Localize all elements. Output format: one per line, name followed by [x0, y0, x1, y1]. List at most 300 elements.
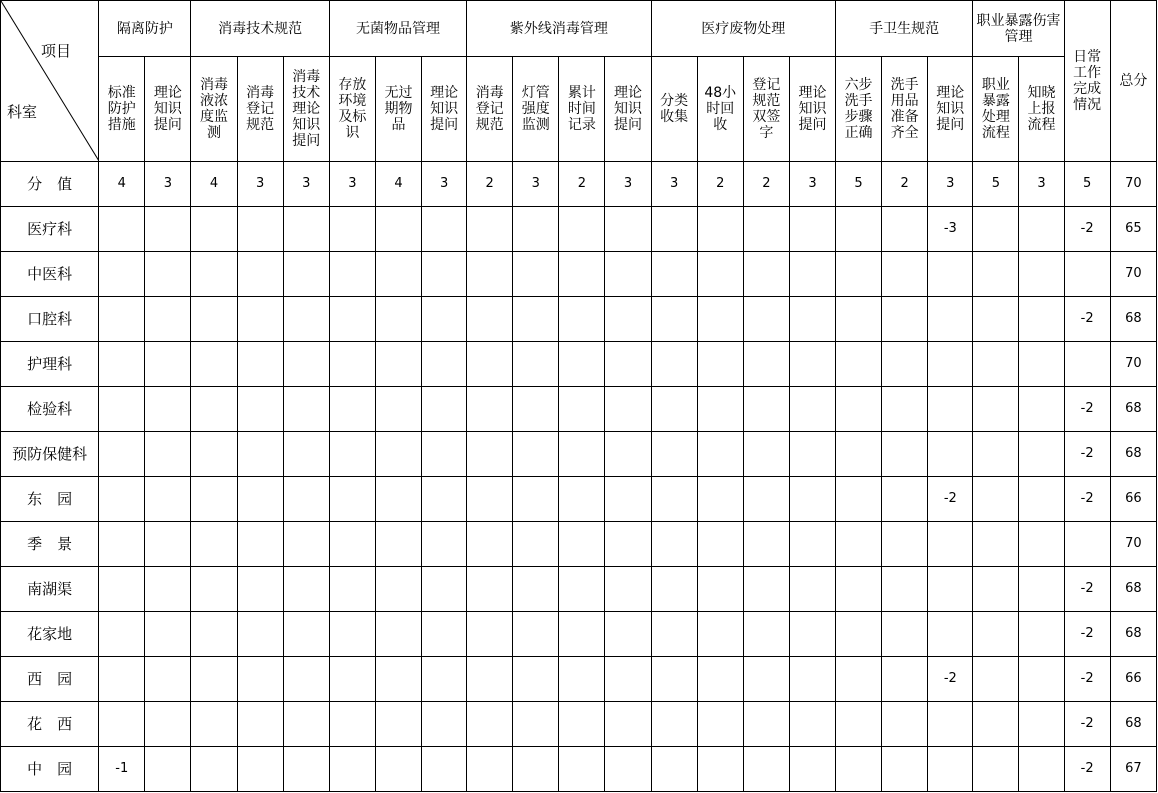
item-label: 项目: [41, 42, 72, 60]
score-cell: [467, 432, 513, 477]
score-cell: [237, 567, 283, 612]
subheader: 理论知识提问: [145, 57, 191, 162]
score-cell: [237, 387, 283, 432]
score-cell: [697, 387, 743, 432]
score-cell: [651, 612, 697, 657]
score-cell: 5: [973, 162, 1019, 207]
score-cell: [283, 522, 329, 567]
score-cell: 2: [697, 162, 743, 207]
score-cell: [191, 522, 237, 567]
score-cell: 68: [1110, 612, 1156, 657]
score-cell: [651, 432, 697, 477]
score-cell: [836, 252, 882, 297]
score-cell: -2: [928, 477, 973, 522]
diagonal-line: [1, 1, 99, 161]
score-cell: [697, 567, 743, 612]
score-cell: [237, 612, 283, 657]
score-cell: [422, 477, 467, 522]
score-cell: [605, 432, 651, 477]
score-cell: [422, 342, 467, 387]
daily-work-header: 日常工作完成情况: [1064, 1, 1110, 162]
score-cell: [651, 252, 697, 297]
score-cell: [329, 522, 375, 567]
score-cell: [605, 387, 651, 432]
score-cell: [743, 477, 789, 522]
score-cell: [99, 342, 145, 387]
score-cell: [789, 657, 835, 702]
score-cell: [99, 567, 145, 612]
score-cell: [789, 342, 835, 387]
score-cell: [743, 387, 789, 432]
score-cell: [422, 207, 467, 252]
subheader: 分类收集: [651, 57, 697, 162]
score-cell: [605, 567, 651, 612]
score-cell: 3: [928, 162, 973, 207]
score-cell: -2: [1064, 702, 1110, 747]
score-cell: -2: [1064, 612, 1110, 657]
score-cell: [697, 477, 743, 522]
score-cell: [882, 612, 928, 657]
score-cell: [743, 567, 789, 612]
score-cell: [237, 522, 283, 567]
score-cell: [237, 342, 283, 387]
score-cell: 68: [1110, 567, 1156, 612]
score-cell: [743, 657, 789, 702]
score-cell: [697, 432, 743, 477]
dept-label: 科室: [7, 103, 38, 121]
score-cell: [467, 297, 513, 342]
score-cell: 68: [1110, 432, 1156, 477]
score-cell: [1019, 297, 1064, 342]
score-cell: [789, 387, 835, 432]
score-cell: [559, 342, 605, 387]
score-cell: [283, 387, 329, 432]
dept-name: 检验科: [1, 387, 99, 432]
score-cell: [651, 387, 697, 432]
score-cell: [651, 657, 697, 702]
score-cell: [329, 387, 375, 432]
score-cell: [422, 522, 467, 567]
group-header: 医疗废物处理: [651, 1, 835, 57]
score-cell: [237, 297, 283, 342]
score-cell: -2: [1064, 657, 1110, 702]
score-cell: 3: [283, 162, 329, 207]
score-cell: [237, 657, 283, 702]
score-cell: [375, 342, 421, 387]
score-cell: [928, 747, 973, 792]
score-cell: [928, 612, 973, 657]
score-cell: -2: [1064, 477, 1110, 522]
score-cell: 67: [1110, 747, 1156, 792]
score-cell: [836, 342, 882, 387]
score-cell: [697, 702, 743, 747]
score-cell: [99, 477, 145, 522]
score-cell: [191, 612, 237, 657]
score-cell: 4: [375, 162, 421, 207]
subheader: 洗手用品准备齐全: [882, 57, 928, 162]
score-cell: [1019, 612, 1064, 657]
score-cell: [789, 747, 835, 792]
score-cell: 4: [99, 162, 145, 207]
score-cell: [513, 207, 559, 252]
score-cell: [513, 702, 559, 747]
score-cell: [513, 387, 559, 432]
score-cell: 5: [836, 162, 882, 207]
score-cell: [836, 387, 882, 432]
score-cell: [882, 657, 928, 702]
score-cell: [697, 612, 743, 657]
score-cell: [928, 522, 973, 567]
score-cell: 2: [467, 162, 513, 207]
score-cell: [559, 477, 605, 522]
score-cell: 70: [1110, 162, 1156, 207]
score-cell: [191, 657, 237, 702]
dept-name: 西 园: [1, 657, 99, 702]
score-cell: 68: [1110, 702, 1156, 747]
score-cell: [375, 252, 421, 297]
score-cell: [467, 252, 513, 297]
score-cell: [697, 297, 743, 342]
table-row: [1, 702, 1157, 747]
subheader: 标准防护措施: [99, 57, 145, 162]
score-cell: [283, 207, 329, 252]
score-cell: [882, 567, 928, 612]
score-cell: [836, 567, 882, 612]
score-cell: [99, 207, 145, 252]
score-cell: 2: [559, 162, 605, 207]
score-cell: [283, 477, 329, 522]
score-cell: [422, 612, 467, 657]
score-cell: [605, 207, 651, 252]
score-cell: [697, 522, 743, 567]
score-cell: [559, 567, 605, 612]
score-cell: [743, 207, 789, 252]
score-cell: 70: [1110, 522, 1156, 567]
score-cell: [467, 477, 513, 522]
score-cell: [605, 477, 651, 522]
score-cell: [882, 297, 928, 342]
score-cell: [329, 342, 375, 387]
score-cell: 3: [651, 162, 697, 207]
dept-name: 口腔科: [1, 297, 99, 342]
table-row: [1, 567, 1157, 612]
score-cell: [559, 702, 605, 747]
score-cell: [467, 702, 513, 747]
score-cell: [559, 252, 605, 297]
score-cell: [743, 297, 789, 342]
score-cell: [1019, 522, 1064, 567]
score-cell: [743, 702, 789, 747]
score-cell: [789, 522, 835, 567]
score-cell: [697, 342, 743, 387]
score-cell: [99, 387, 145, 432]
table-row: [1, 477, 1157, 522]
score-row-label: 分 值: [1, 162, 99, 207]
subheader: 消毒登记规范: [237, 57, 283, 162]
score-cell: [651, 522, 697, 567]
score-cell: [973, 432, 1019, 477]
score-cell: [559, 432, 605, 477]
score-cell: [973, 387, 1019, 432]
score-cell: [928, 342, 973, 387]
score-cell: [605, 747, 651, 792]
score-cell: [329, 657, 375, 702]
score-cell: [1019, 342, 1064, 387]
score-cell: [789, 297, 835, 342]
score-cell: [1064, 252, 1110, 297]
group-header: 紫外线消毒管理: [467, 1, 651, 57]
score-cell: 4: [191, 162, 237, 207]
score-cell: [99, 252, 145, 297]
score-cell: [1019, 747, 1064, 792]
score-cell: [99, 612, 145, 657]
score-cell: [375, 612, 421, 657]
dept-name: 预防保健科: [1, 432, 99, 477]
score-cell: [191, 207, 237, 252]
subheader: 知晓上报流程: [1019, 57, 1064, 162]
score-cell: 66: [1110, 657, 1156, 702]
score-cell: [145, 612, 191, 657]
score-cell: 65: [1110, 207, 1156, 252]
score-cell: [743, 747, 789, 792]
score-cell: [559, 387, 605, 432]
score-cell: [789, 252, 835, 297]
score-cell: [1064, 522, 1110, 567]
score-cell: [1019, 657, 1064, 702]
score-cell: 3: [145, 162, 191, 207]
score-cell: [145, 387, 191, 432]
table-row: [1, 342, 1157, 387]
group-header: 隔离防护: [99, 1, 191, 57]
score-cell: [375, 207, 421, 252]
score-cell: -2: [1064, 432, 1110, 477]
score-cell: [882, 387, 928, 432]
score-cell: [191, 702, 237, 747]
score-cell: [882, 342, 928, 387]
score-cell: [882, 477, 928, 522]
score-cell: [1019, 252, 1064, 297]
subheader: 理论知识提问: [422, 57, 467, 162]
score-cell: [559, 612, 605, 657]
dept-name: 花 西: [1, 702, 99, 747]
score-cell: [191, 432, 237, 477]
score-cell: [467, 612, 513, 657]
subheader: 理论知识提问: [605, 57, 651, 162]
score-cell: [743, 342, 789, 387]
score-cell: [513, 342, 559, 387]
score-cell: [329, 297, 375, 342]
score-cell: [145, 657, 191, 702]
score-cell: [283, 747, 329, 792]
score-cell: -2: [1064, 747, 1110, 792]
group-header: 消毒技术规范: [191, 1, 329, 57]
score-cell: [422, 387, 467, 432]
score-cell: [836, 702, 882, 747]
subheader: 职业暴露处理流程: [973, 57, 1019, 162]
score-cell: [99, 432, 145, 477]
score-cell: [789, 432, 835, 477]
score-cell: [422, 747, 467, 792]
score-cell: [882, 252, 928, 297]
score-cell: [697, 207, 743, 252]
score-cell: [329, 747, 375, 792]
dept-name: 南湖渠: [1, 567, 99, 612]
score-cell: [882, 747, 928, 792]
score-cell: 3: [789, 162, 835, 207]
score-cell: [605, 657, 651, 702]
score-cell: [513, 612, 559, 657]
score-cell: [329, 207, 375, 252]
score-cell: [329, 612, 375, 657]
score-cell: [237, 207, 283, 252]
score-cell: -2: [1064, 207, 1110, 252]
score-cell: [928, 297, 973, 342]
score-cell: [973, 567, 1019, 612]
score-cell: [789, 477, 835, 522]
score-cell: -2: [928, 657, 973, 702]
group-header: 职业暴露伤害管理: [973, 1, 1064, 57]
score-cell: [697, 657, 743, 702]
score-cell: [513, 657, 559, 702]
score-cell: [191, 567, 237, 612]
score-cell: [697, 747, 743, 792]
score-cell: [467, 342, 513, 387]
score-cell: [973, 477, 1019, 522]
score-cell: [973, 522, 1019, 567]
score-cell: [329, 567, 375, 612]
score-cell: [559, 297, 605, 342]
score-cell: [145, 342, 191, 387]
score-cell: [191, 297, 237, 342]
table-row: [1, 612, 1157, 657]
score-cell: [605, 612, 651, 657]
score-cell: [191, 387, 237, 432]
dept-name: 东 园: [1, 477, 99, 522]
score-cell: [467, 522, 513, 567]
score-cell: [513, 252, 559, 297]
table-row: [1, 657, 1157, 702]
corner-header: [1, 1, 99, 162]
score-cell: [605, 252, 651, 297]
score-cell: [237, 747, 283, 792]
score-cell: [237, 252, 283, 297]
score-cell: 2: [882, 162, 928, 207]
score-cell: [467, 387, 513, 432]
table-row: [1, 432, 1157, 477]
dept-name: 花家地: [1, 612, 99, 657]
score-cell: [99, 297, 145, 342]
score-cell: [928, 432, 973, 477]
score-cell: [651, 207, 697, 252]
score-cell: [145, 297, 191, 342]
score-cell: [237, 432, 283, 477]
score-cell: [467, 747, 513, 792]
score-cell: [467, 567, 513, 612]
dept-name: 季 景: [1, 522, 99, 567]
score-cell: [836, 207, 882, 252]
score-cell: 68: [1110, 387, 1156, 432]
score-cell: 3: [513, 162, 559, 207]
score-cell: [467, 657, 513, 702]
score-cell: [145, 567, 191, 612]
dept-name: 医疗科: [1, 207, 99, 252]
score-cell: 3: [422, 162, 467, 207]
score-cell: [467, 207, 513, 252]
score-cell: [789, 612, 835, 657]
score-cell: 5: [1064, 162, 1110, 207]
score-cell: [191, 747, 237, 792]
score-cell: [605, 702, 651, 747]
score-cell: [375, 297, 421, 342]
score-cell: [697, 252, 743, 297]
score-cell: [145, 522, 191, 567]
score-cell: [1064, 342, 1110, 387]
score-cell: [836, 477, 882, 522]
score-cell: [928, 252, 973, 297]
score-cell: [513, 297, 559, 342]
score-cell: [559, 657, 605, 702]
score-cell: 3: [1019, 162, 1064, 207]
score-cell: [743, 432, 789, 477]
score-cell: [836, 657, 882, 702]
score-cell: [191, 477, 237, 522]
score-cell: [1019, 567, 1064, 612]
score-cell: -3: [928, 207, 973, 252]
score-cell: [789, 207, 835, 252]
score-cell: [973, 612, 1019, 657]
score-cell: [375, 477, 421, 522]
score-cell: [513, 567, 559, 612]
score-cell: [789, 567, 835, 612]
score-cell: [283, 657, 329, 702]
score-cell: 3: [237, 162, 283, 207]
score-cell: [605, 297, 651, 342]
table-row: [1, 522, 1157, 567]
score-cell: [882, 207, 928, 252]
score-cell: [99, 522, 145, 567]
score-cell: [283, 702, 329, 747]
score-cell: 3: [605, 162, 651, 207]
score-cell: [836, 432, 882, 477]
score-cell: -1: [99, 747, 145, 792]
score-cell: [836, 747, 882, 792]
score-cell: [283, 567, 329, 612]
score-cell: [375, 387, 421, 432]
subheader: 理论知识提问: [928, 57, 973, 162]
subheader: 累计时间记录: [559, 57, 605, 162]
score-cell: [422, 297, 467, 342]
score-cell: [99, 702, 145, 747]
score-cell: [973, 657, 1019, 702]
score-cell: -2: [1064, 567, 1110, 612]
score-cell: [422, 567, 467, 612]
score-cell: [743, 522, 789, 567]
score-cell: [836, 522, 882, 567]
subheader: 六步洗手步骤正确: [836, 57, 882, 162]
score-cell: [882, 702, 928, 747]
score-cell: [882, 432, 928, 477]
table-row: [1, 747, 1157, 792]
subheader: 消毒技术理论知识提问: [283, 57, 329, 162]
dept-name: 中 园: [1, 747, 99, 792]
table-row: [1, 252, 1157, 297]
score-cell: [99, 657, 145, 702]
score-cell: [145, 432, 191, 477]
score-cell: [422, 252, 467, 297]
score-cell: [145, 747, 191, 792]
score-cell: [145, 702, 191, 747]
score-cell: [928, 567, 973, 612]
